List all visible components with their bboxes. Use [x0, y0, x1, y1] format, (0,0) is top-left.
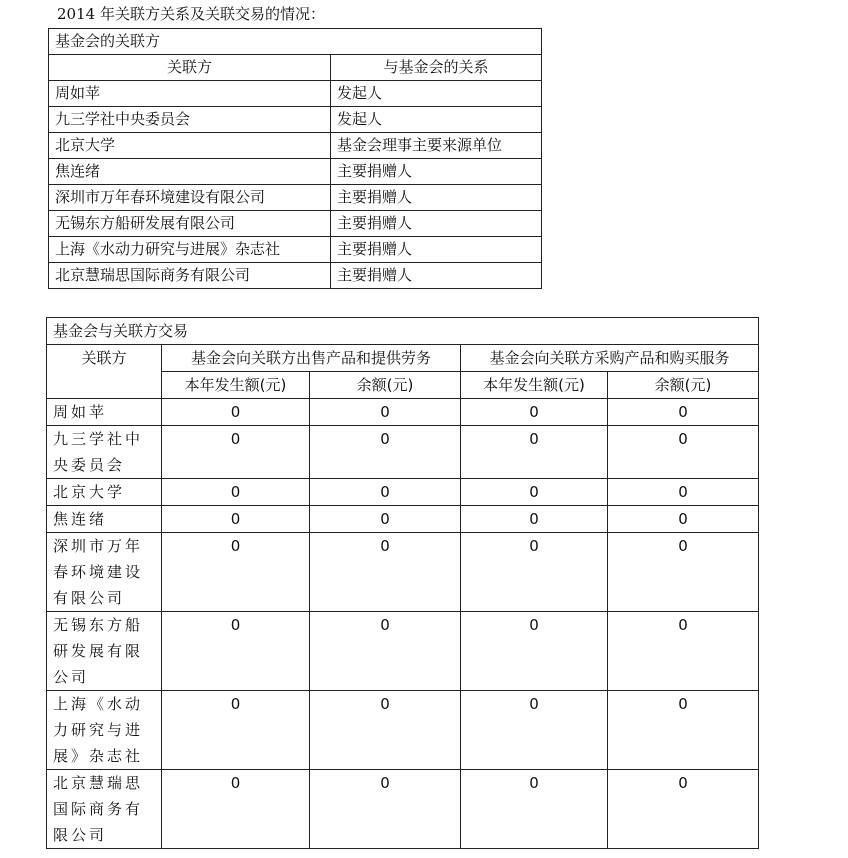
buy-amount-cell: 0 — [461, 399, 608, 426]
relation-cell: 基金会理事主要来源单位 — [331, 133, 542, 159]
sell-balance-cell: 0 — [310, 506, 461, 533]
table-row — [49, 81, 542, 107]
table-title: 基金会与关联方交易 — [47, 318, 759, 345]
buy-amount-cell: 0 — [461, 533, 608, 612]
column-header-party: 关联方 — [49, 55, 331, 81]
buy-balance-cell: 0 — [608, 399, 759, 426]
table-header-row — [47, 345, 759, 372]
transactions-table — [46, 317, 759, 849]
relation-cell: 发起人 — [331, 81, 542, 107]
table-row — [47, 533, 759, 612]
sell-amount-cell: 0 — [162, 612, 310, 691]
party-cell: 上海《水动力研究与进展》杂志社 — [49, 237, 331, 263]
table-row — [47, 426, 759, 479]
sell-balance-cell: 0 — [310, 612, 461, 691]
buy-amount-cell: 0 — [461, 770, 608, 849]
column-group-sell: 基金会向关联方出售产品和提供劳务 — [162, 345, 461, 372]
sell-balance-cell: 0 — [310, 479, 461, 506]
column-group-buy: 基金会向关联方采购产品和购买服务 — [461, 345, 759, 372]
relation-cell: 主要捐赠人 — [331, 263, 542, 289]
buy-balance-cell: 0 — [608, 426, 759, 479]
document-caption: 2014 年关联方关系及关联交易的情况： — [57, 5, 325, 23]
table-row — [49, 185, 542, 211]
buy-balance-cell: 0 — [608, 533, 759, 612]
table-row — [49, 133, 542, 159]
table-row — [49, 159, 542, 185]
party-cell: 无锡东方船研发展有限公司 — [47, 612, 162, 691]
column-header-relation: 与基金会的关系 — [331, 55, 542, 81]
relation-cell: 主要捐赠人 — [331, 237, 542, 263]
relation-cell: 主要捐赠人 — [331, 159, 542, 185]
buy-amount-cell: 0 — [461, 612, 608, 691]
sell-balance-cell: 0 — [310, 770, 461, 849]
sell-balance-cell: 0 — [310, 533, 461, 612]
column-header-buy-balance: 余额(元) — [608, 372, 759, 399]
party-cell: 周如苹 — [49, 81, 331, 107]
party-cell: 九三学社中央委员会 — [47, 426, 162, 479]
buy-balance-cell: 0 — [608, 770, 759, 849]
buy-balance-cell: 0 — [608, 691, 759, 770]
table-row — [47, 770, 759, 849]
party-cell: 焦连绪 — [49, 159, 331, 185]
relation-cell: 主要捐赠人 — [331, 185, 542, 211]
table-title: 基金会的关联方 — [49, 29, 542, 55]
table-row — [47, 691, 759, 770]
table-header-row — [49, 55, 542, 81]
party-cell: 周如苹 — [47, 399, 162, 426]
table-row — [49, 263, 542, 289]
buy-amount-cell: 0 — [461, 691, 608, 770]
table-row — [49, 107, 542, 133]
party-cell: 北京慧瑞思国际商务有限公司 — [47, 770, 162, 849]
table-row — [49, 237, 542, 263]
table-row — [47, 479, 759, 506]
party-cell: 焦连绪 — [47, 506, 162, 533]
sell-amount-cell: 0 — [162, 533, 310, 612]
sell-amount-cell: 0 — [162, 479, 310, 506]
buy-balance-cell: 0 — [608, 612, 759, 691]
sell-amount-cell: 0 — [162, 506, 310, 533]
buy-balance-cell: 0 — [608, 479, 759, 506]
table-title-row — [47, 318, 759, 345]
buy-amount-cell: 0 — [461, 506, 608, 533]
party-cell: 北京大学 — [47, 479, 162, 506]
party-cell: 九三学社中央委员会 — [49, 107, 331, 133]
sell-balance-cell: 0 — [310, 691, 461, 770]
party-cell: 上海《水动力研究与进展》杂志社 — [47, 691, 162, 770]
sell-balance-cell: 0 — [310, 399, 461, 426]
buy-balance-cell: 0 — [608, 506, 759, 533]
relation-cell: 发起人 — [331, 107, 542, 133]
party-cell: 北京大学 — [49, 133, 331, 159]
sell-amount-cell: 0 — [162, 770, 310, 849]
party-cell: 深圳市万年春环境建设有限公司 — [49, 185, 331, 211]
table-row — [47, 399, 759, 426]
column-header-sell-balance: 余额(元) — [310, 372, 461, 399]
party-cell: 深圳市万年春环境建设有限公司 — [47, 533, 162, 612]
table-title-row — [49, 29, 542, 55]
table-row — [49, 211, 542, 237]
relation-cell: 主要捐赠人 — [331, 211, 542, 237]
buy-amount-cell: 0 — [461, 426, 608, 479]
party-cell: 北京慧瑞思国际商务有限公司 — [49, 263, 331, 289]
column-header-sell-amount: 本年发生额(元) — [162, 372, 310, 399]
buy-amount-cell: 0 — [461, 479, 608, 506]
sell-amount-cell: 0 — [162, 691, 310, 770]
table-row — [47, 612, 759, 691]
sell-amount-cell: 0 — [162, 426, 310, 479]
sell-amount-cell: 0 — [162, 399, 310, 426]
sell-balance-cell: 0 — [310, 426, 461, 479]
table-row — [47, 506, 759, 533]
party-cell: 无锡东方船研发展有限公司 — [49, 211, 331, 237]
related-parties-table — [48, 28, 542, 289]
column-header-buy-amount: 本年发生额(元) — [461, 372, 608, 399]
column-header-party: 关联方 — [47, 345, 162, 399]
